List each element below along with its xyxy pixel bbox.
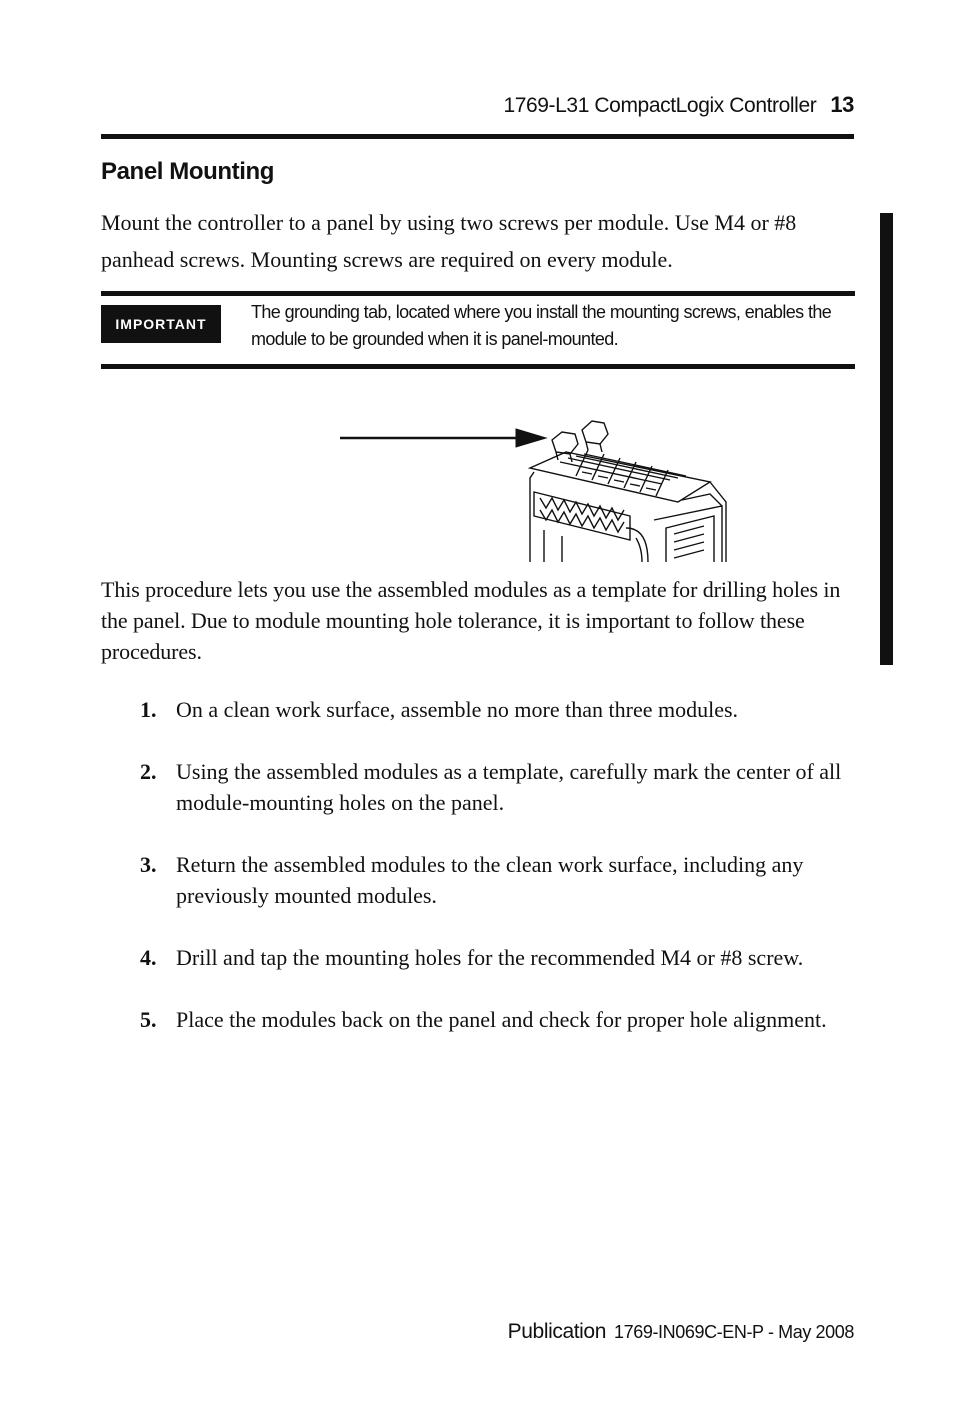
section-heading: Panel Mounting: [101, 158, 275, 185]
step-number: 2.: [140, 759, 157, 784]
step-text: Return the assembled modules to the clean work surface, including any previously mounted modules.: [176, 852, 804, 908]
step-number: 4.: [140, 945, 157, 970]
step-text: On a clean work surface, assemble no more than three modules.: [176, 697, 739, 722]
step-number: 5.: [140, 1007, 157, 1032]
important-text: The grounding tab, located where you install the mounting screws, enables the module to be grounded when it is panel-mounted.: [251, 302, 832, 349]
step-text: Drill and tap the mounting holes for the recommended M4 or #8 screw.: [176, 945, 804, 970]
pointer-arrow-icon: [340, 429, 546, 447]
chapter-thumb-tab: [880, 213, 893, 665]
header-rule: [101, 134, 854, 139]
step-text: Place the modules back on the panel and check for proper hole alignment.: [176, 1007, 827, 1032]
grounding-tab-illustration: [330, 410, 730, 562]
running-header: [101, 92, 854, 126]
step-number: 1.: [140, 697, 157, 722]
step-number: 3.: [140, 852, 157, 877]
important-rule-top: [101, 291, 855, 296]
page-footer: [508, 1320, 854, 1344]
list-item: [101, 849, 861, 911]
important-badge: IMPORTANT: [101, 305, 221, 343]
header-title: 1769-L31 CompactLogix Controller: [503, 94, 817, 117]
procedure-steps: [101, 694, 861, 1066]
list-item: [101, 756, 861, 818]
footer-label: Publication: [507, 1320, 606, 1343]
page-number: 13: [830, 92, 854, 117]
procedure-paragraph: This procedure lets you use the assembled modules as a template for drilling holes in the panel. Due to module mounting hole tolerance, it is important to follow these procedures.: [101, 577, 841, 664]
intro-paragraph: Mount the controller to a panel by using two screws per module. Use M4 or #8 panhead screws. Mounting screws are required on every module.: [101, 210, 797, 272]
step-text: Using the assembled modules as a template, carefully mark the center of all module-mounting holes on the panel.: [176, 759, 842, 815]
list-item: [101, 942, 861, 973]
list-item: [101, 1004, 861, 1035]
list-item: [101, 694, 861, 725]
important-rule-bottom: [101, 364, 855, 369]
module-drawing: [530, 421, 726, 562]
publication-id: 1769-IN069C-EN-P - May 2008: [614, 1322, 854, 1342]
